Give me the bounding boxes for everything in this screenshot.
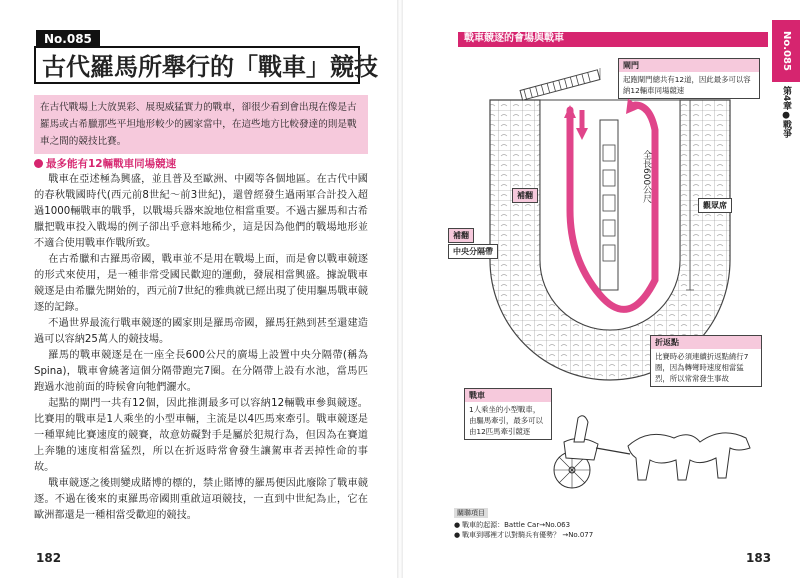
assist-label: 補翻 xyxy=(512,188,538,203)
diagram-title: 戰車競逐的會場與戰車 xyxy=(458,32,768,46)
related-heading: 關聯項目 xyxy=(454,508,488,518)
length-label: 全長600公尺 xyxy=(641,150,651,204)
gate-callout: 閘門 起跑閘門總共有12道，因此最多可以容納12輛車同場競速 xyxy=(618,58,760,99)
chariot-illustration xyxy=(550,408,760,498)
right-page xyxy=(400,0,800,578)
spectator-label: 觀眾席 xyxy=(698,198,732,213)
bullet-icon xyxy=(34,159,43,168)
section-heading: 最多能有12輛戰車同場競速 xyxy=(34,156,176,171)
chapter-tab: No.085 xyxy=(772,20,800,82)
paragraph: 在古希臘和古羅馬帝國，戰車並不是用在戰場上面，而是會以戰車競逐的形式來使用，是一種非常受國民歡迎的運動，發展相當興盛。據說戰車競逐是由希臘先開始的，西元前7世紀的雅典就已經出現了使用驅馬戰車競逐的記錄。 xyxy=(34,254,368,313)
divider-label: 中央分隔帶 xyxy=(448,244,498,259)
paragraph: 羅馬的戰車競逐是在一座全長600公尺的廣場上設置中央分隔帶(稱為Spina)，戰車會繞著這個分隔帶跑完7圈。在分隔帶上設有水池，當馬匹跑過水池前面的時候會向牠們灑水。 xyxy=(34,350,368,393)
turn-callout: 折返點 比賽時必須連續折返點繞行7圈，因為轉彎時速度相當猛烈，所以常常發生事故 xyxy=(650,335,762,387)
lead-paragraph: 在古代戰場上大放異彩、展現威猛實力的戰車，卻很少看到會出現在像是古羅馬或古希臘那些平坦地形較少的國家當中，在這些地方比較發達的則是戰車之間的競技比賽。 xyxy=(34,95,368,154)
chariot-callout: 戰車 1人乘坐的小型戰車，由驅馬牽引，最多可以由12匹馬牽引競逐 xyxy=(464,388,552,440)
assist-label: 補翻 xyxy=(448,228,474,243)
chapter-label: 第4章●戰爭 xyxy=(781,86,791,139)
related-item[interactable]: ● 戰車的起源：Battle Car→No.063 xyxy=(454,520,593,530)
divider xyxy=(458,46,768,47)
paragraph: 不過世界最流行戰車競逐的國家則是羅馬帝國，羅馬狂熱到甚至還建造過可以容納25萬人的競技場。 xyxy=(34,318,368,345)
paragraph: 戰車競逐之後則變成賭博的標的，禁止賭博的羅馬便因此廢除了戰車競逐。不過在後來的東羅馬帝國則重啟這項競技，一直到中世紀為止，它在歐洲都還是一種相當受歡迎的競技。 xyxy=(34,478,368,521)
paragraph: 戰車在亞述極為興盛，並且普及至歐洲、中國等各個地區。在古代中國的春秋戰國時代(西元前8世紀～前3世紀)，還曾經發生過兩軍合計投入超過1000輛戰車的戰爭，以戰場兵器來說地位相當重要。不過古羅馬和古希臘把戰車投入戰場的例子卻出乎意料地稀少，這是因為他們的戰場地形並不適合使用戰車作戰所致。 xyxy=(34,174,368,249)
page-number: 182 xyxy=(36,551,62,565)
body-text xyxy=(34,172,368,524)
paragraph: 起點的閘門一共有12個，因此推測最多可以容納12輛戰車參與競逐。比賽用的戰車是1人乘坐的小型車輛，主流是以4匹馬來牽引。戰車競逐是一種單純比賽速度的競賽，故意妨礙對手是屬於犯規行為，但因為在賽道上奔馳的速度相當猛烈，所以在折返時常會發生讓駕車者丟掉性命的事故。 xyxy=(34,398,368,473)
page-title: 古代羅馬所舉行的「戰車」競技 xyxy=(34,46,360,84)
page-number: 183 xyxy=(746,551,772,565)
entry-number-badge: No.085 xyxy=(36,30,100,48)
related-item[interactable]: ● 戰車到哪裡才以對騎兵有優勢？ →No.077 xyxy=(454,530,593,540)
related-list xyxy=(454,520,593,540)
